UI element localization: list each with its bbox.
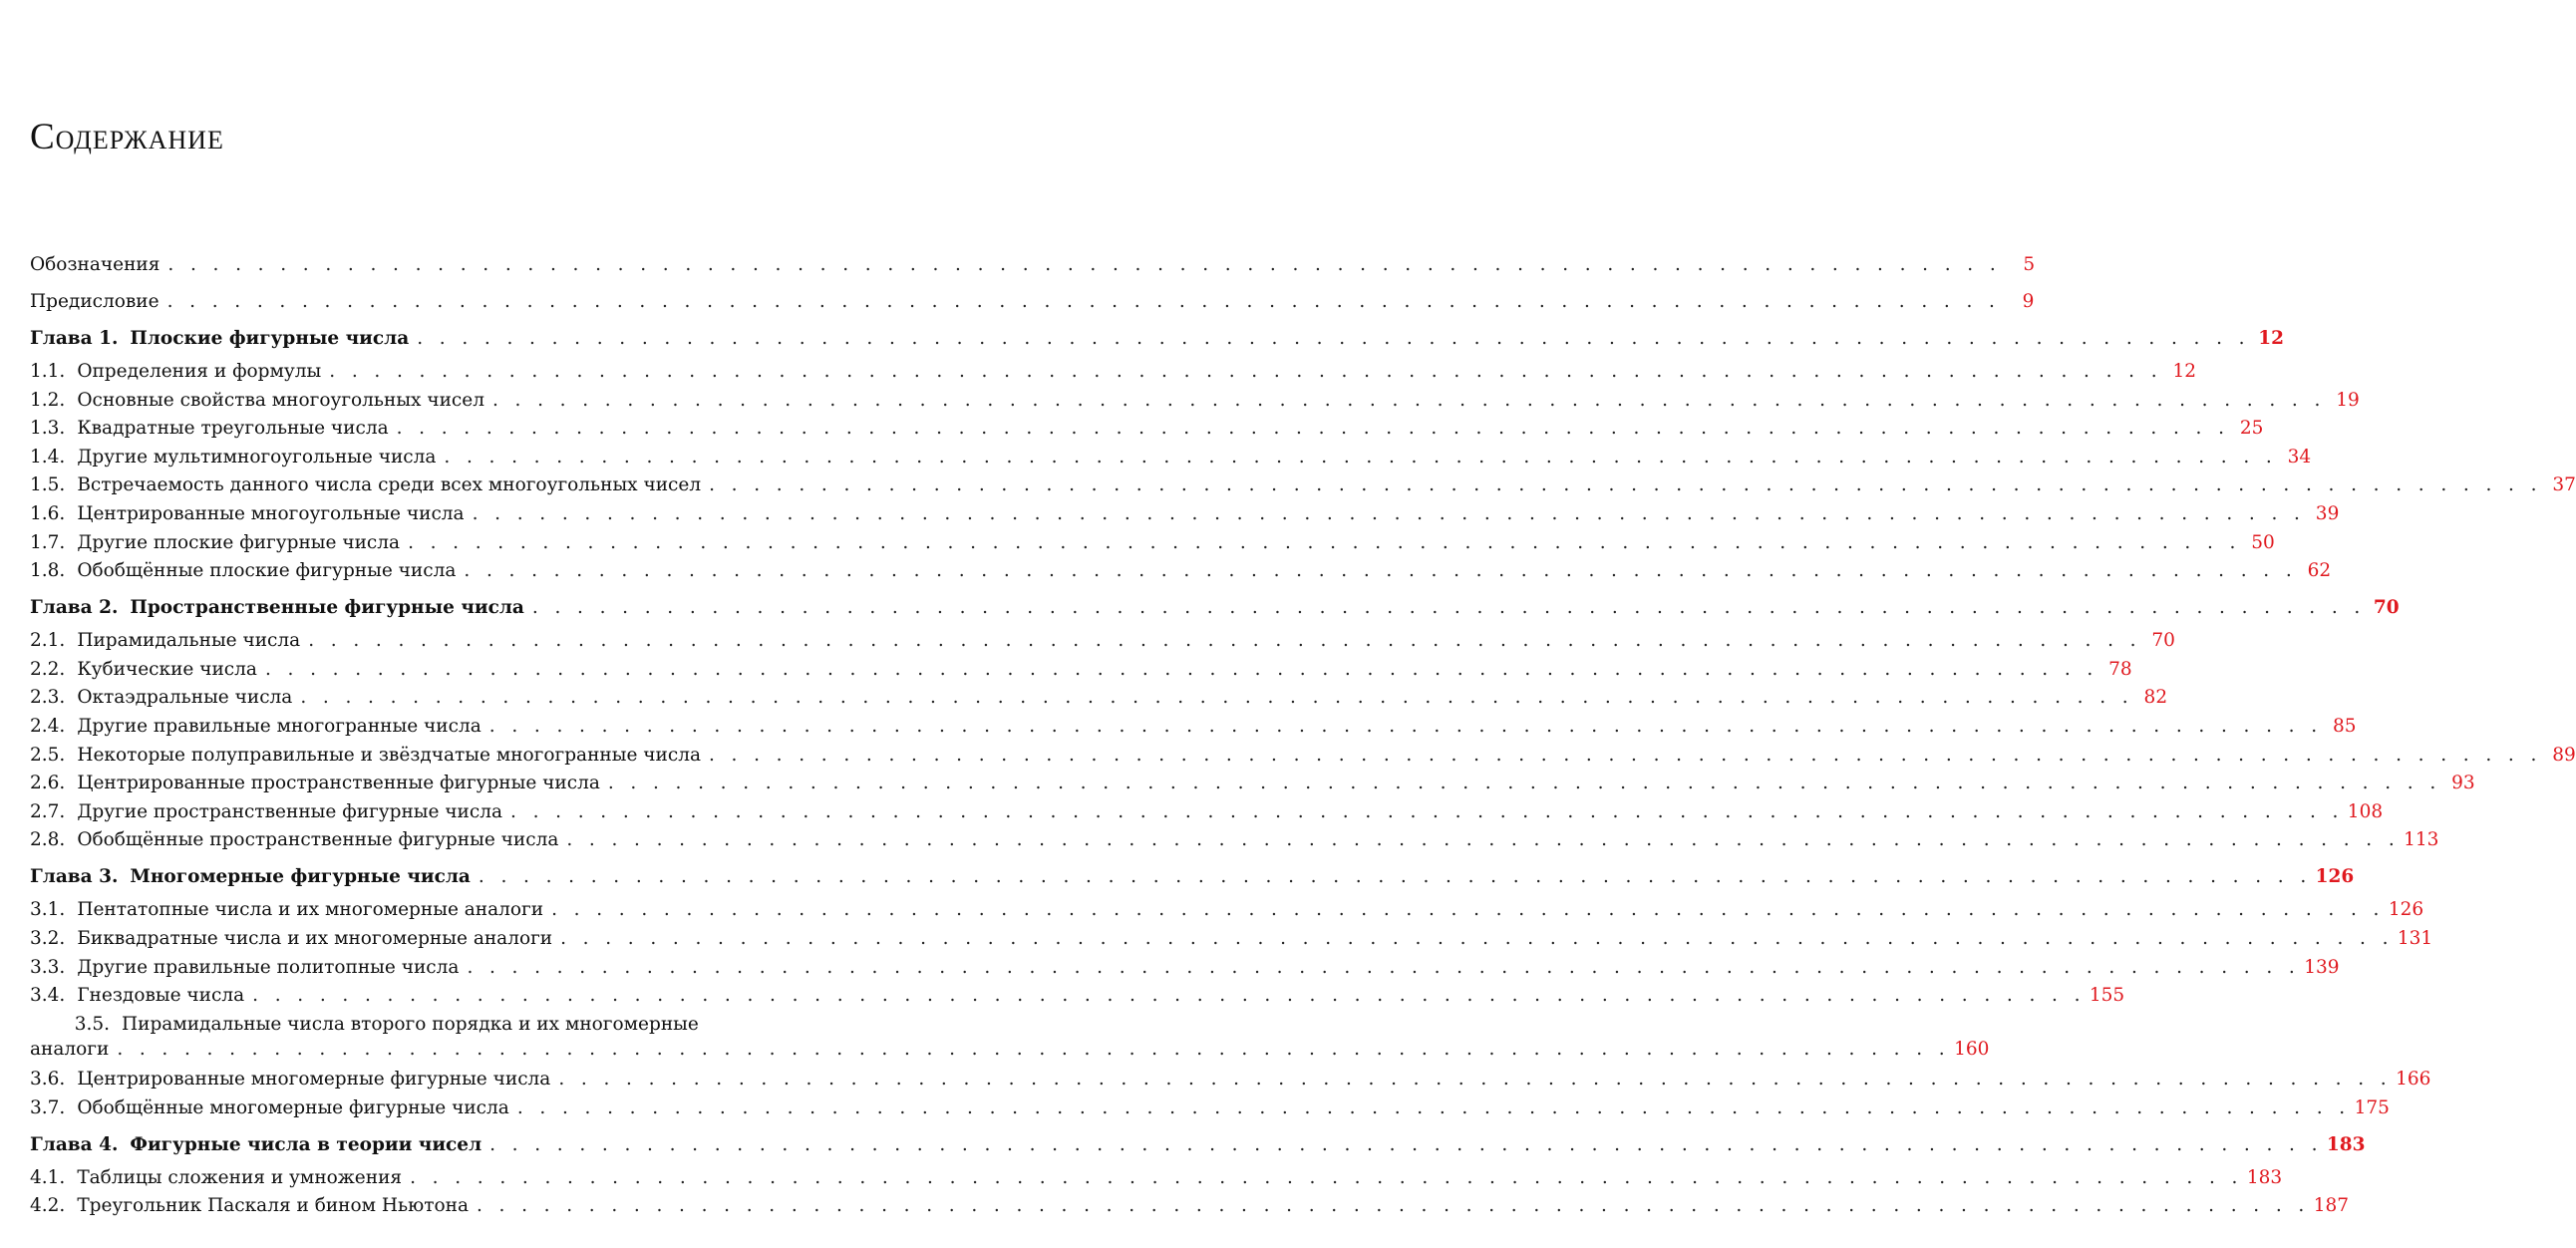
section-number: 4.1. (30, 1166, 66, 1188)
toc-page-number: 70 (2151, 630, 2175, 652)
toc-page-number: 39 (2315, 502, 2340, 524)
chapter-number: Глава 2. (30, 597, 119, 619)
chapter-number: Глава 1. (30, 328, 119, 349)
section-number: 3.6. (30, 1069, 66, 1091)
toc-section[interactable] (30, 501, 2340, 530)
toc-section[interactable] (30, 445, 2312, 473)
table-of-contents (30, 252, 2576, 1222)
toc-page-number: 126 (2315, 866, 2355, 888)
toc-chapter-1[interactable] (30, 326, 2284, 359)
toc-section[interactable] (30, 714, 2357, 743)
dot-leader: . . . . . . . . . . . . . . . . . . . . . . . . . . . . . . . . . . . . . . . . . . . . . . . . . . . . . . . . . . . . . . . . . . . . . . . . . . . . . . . . . . (709, 744, 2542, 766)
toc-page-number: 175 (2354, 1096, 2390, 1118)
toc-page-number: 183 (2246, 1166, 2283, 1188)
toc-page-number: 70 (2373, 597, 2400, 619)
toc-page-number: 131 (2397, 927, 2433, 949)
section-title: Центрированные пространственные фигурные числа (77, 773, 600, 794)
section-title: Другие правильные политопные числа (77, 956, 460, 978)
chapter-number: Глава 3. (30, 866, 119, 888)
section-number: 3.5. (74, 1013, 110, 1035)
toc-entry-label: Обозначения (30, 254, 161, 275)
dot-leader: . . . . . . . . . . . . . . . . . . . . . . . . . . . . . . . . . . . . . . . . . . . . . . . . . . . . . . . . . . . . . . . . . . . . . . . . . . . . . . . . . . (709, 474, 2542, 496)
dot-leader: . . . . . . . . . . . . . . . . . . . . . . . . . . . . . . . . . . . . . . . . . . . . . . . . . . . . . . . . . . . . . . . . . . . . . . . . . . . . . . . . . . (516, 1096, 2351, 1118)
dot-leader: . . . . . . . . . . . . . . . . . . . . . . . . . . . . . . . . . . . . . . . . . . . . . . . . . . . . . . . . . . . . . . . . . . . . . . . . . . . . . . . . . . (252, 985, 2086, 1007)
toc-section[interactable] (30, 628, 2175, 657)
section-number: 2.4. (30, 715, 66, 737)
toc-page-number: 155 (2089, 985, 2125, 1007)
toc-section[interactable] (30, 416, 2264, 445)
section-title: Основные свойства многоугольных чисел (77, 389, 484, 411)
dot-leader: . . . . . . . . . . . . . . . . . . . . . . . . . . . . . . . . . . . . . . . . . . . . . . . . . . . . . . . . . . . . . . . . . . . . . . . . . . . . . . . . . . (300, 687, 2134, 709)
section-number: 2.3. (30, 687, 66, 709)
toc-page-number: 12 (2172, 361, 2197, 382)
toc-section[interactable] (30, 558, 2332, 595)
section-number: 2.1. (30, 630, 66, 652)
toc-chapter-2[interactable] (30, 595, 2400, 628)
section-title: Другие пространственные фигурные числа (77, 800, 503, 822)
dot-leader: . . . . . . . . . . . . . . . . . . . . . . . . . . . . . . . . . . . . . . . . . . . . . . . . . . . . . . . . . . . . . . . . . . . . . . . . . . . . . . . . . . (410, 1166, 2243, 1188)
toc-page-number: 126 (2388, 899, 2424, 921)
section-number: 3.2. (30, 927, 66, 949)
section-title-continued: аналоги (30, 1039, 110, 1061)
toc-entry-preface[interactable] (30, 289, 2035, 326)
dot-leader: . . . . . . . . . . . . . . . . . . . . . . . . . . . . . . . . . . . . . . . . . . . . . . . . . . . . . . . . . . . . . . . . . . . . . . . . . . . . . . . . . . (308, 630, 2141, 652)
dot-leader: . . . . . . . . . . . . . . . . . . . . . . . . . . . . . . . . . . . . . . . . . . . . . . . . . . . . . . . . . . . . . . . . . . . . . . . . . . . . . . . . . . (264, 658, 2098, 680)
section-title: Пентатопные числа и их многомерные аналоги (77, 899, 544, 921)
chapter-title: Многомерные фигурные числа (130, 866, 471, 888)
dot-leader: . . . . . . . . . . . . . . . . . . . . . . . . . . . . . . . . . . . . . . . . . . . . . . . . . . . . . . . . . . . . . . . . . . . . . . . . . . . . . . . . . . (478, 866, 2312, 888)
toc-page-number: 12 (2258, 328, 2284, 349)
section-title: Пирамидальные числа второго порядка и их многомерные (122, 1013, 699, 1035)
chapter-title: Пространственные фигурные числа (130, 597, 524, 619)
section-title: Другие правильные многогранные числа (77, 715, 482, 737)
section-number: 1.6. (30, 502, 66, 524)
toc-section[interactable] (30, 771, 2475, 799)
section-number: 1.5. (30, 474, 66, 496)
toc-section[interactable] (30, 1012, 1990, 1068)
section-title: Определения и формулы (77, 361, 322, 382)
section-title: Встречаемость данного числа среди всех многоугольных чисел (77, 474, 702, 496)
section-title: Центрированные многоугольные числа (77, 502, 465, 524)
section-title: Октаэдральные числа (77, 687, 293, 709)
toc-page-number: 93 (2451, 773, 2475, 794)
toc-page-number: 25 (2239, 418, 2264, 440)
dot-leader: . . . . . . . . . . . . . . . . . . . . . . . . . . . . . . . . . . . . . . . . . . . . . . . . . . . . . . . . . . . . . . . . . . . . . . . . . . . . . . . . . . (492, 389, 2326, 411)
section-title: Биквадратные числа и их многомерные аналоги (77, 927, 553, 949)
section-number: 1.8. (30, 560, 66, 582)
section-number: 4.2. (30, 1195, 66, 1217)
chapter-number: Глава 4. (30, 1133, 119, 1155)
dot-leader: . . . . . . . . . . . . . . . . . . . . . . . . . . . . . . . . . . . . . . . . . . . . . . . . . . . . . . . . . . . . . . . . . . . . . . . . . . . . . . . . . . (510, 800, 2344, 822)
toc-chapter-3[interactable] (30, 864, 2355, 897)
toc-page-number: 37 (2552, 474, 2576, 496)
dot-leader: . . . . . . . . . . . . . . . . . . . . . . . . . . . . . . . . . . . . . . . . . . . . . . . . . . . . . . . . . . . . . . . . . . . . . . . . . . . . . . . . . . (166, 291, 2001, 312)
toc-page-number: 166 (2396, 1069, 2431, 1091)
dot-leader: . . . . . . . . . . . . . . . . . . . . . . . . . . . . . . . . . . . . . . . . . . . . . . . . . . . . . . . . . . . . . . . . . . . . . . . . . . . . . . . . . . (551, 899, 2385, 921)
toc-page-number: 183 (2326, 1133, 2366, 1155)
dot-leader: . . . . . . . . . . . . . . . . . . . . . . . . . . . . . . . . . . . . . . . . . . . . . . . . . . . . . . . . . . . . . . . . . . . . . . . . . . . . . . . . . . (467, 956, 2301, 978)
toc-page-number: 50 (2251, 531, 2275, 553)
section-title: Другие мультимногоугольные числа (77, 446, 437, 468)
toc-section[interactable] (30, 926, 2433, 955)
dot-leader: . . . . . . . . . . . . . . . . . . . . . . . . . . . . . . . . . . . . . . . . . . . . . . . . . . . . . . . . . . . . . . . . . . . . . . . . . . . . . . . . . . (488, 715, 2323, 737)
section-title: Некоторые полуправильные и звёздчатые многогранные числа (77, 744, 701, 766)
section-number: 1.4. (30, 446, 66, 468)
toc-page-number: 5 (2023, 254, 2036, 275)
toc-section[interactable] (30, 530, 2275, 559)
chapter-title: Плоские фигурные числа (130, 328, 410, 349)
section-number: 2.8. (30, 829, 66, 851)
section-title: Пирамидальные числа (77, 630, 301, 652)
toc-section[interactable] (30, 388, 2360, 417)
page-title: Содержание (30, 117, 224, 157)
section-number: 1.3. (30, 418, 66, 440)
toc-section[interactable] (30, 359, 2197, 388)
toc-page-number: 62 (2307, 560, 2332, 582)
section-number: 3.7. (30, 1096, 66, 1118)
section-number: 2.6. (30, 773, 66, 794)
dot-leader: . . . . . . . . . . . . . . . . . . . . . . . . . . . . . . . . . . . . . . . . . . . . . . . . . . . . . . . . . . . . . . . . . . . . . . . . . . . . . . . . . . (472, 502, 2306, 524)
toc-section[interactable] (30, 983, 2125, 1012)
section-number: 1.2. (30, 389, 66, 411)
toc-section[interactable] (30, 472, 2576, 501)
dot-leader: . . . . . . . . . . . . . . . . . . . . . . . . . . . . . . . . . . . . . . . . . . . . . . . . . . . . . . . . . . . . . . . . . . . . . . . . . . . . . . . . . . (566, 829, 2401, 851)
dot-leader: . . . . . . . . . . . . . . . . . . . . . . . . . . . . . . . . . . . . . . . . . . . . . . . . . . . . . . . . . . . . . . . . . . . . . . . . . . . . . . . . . . (476, 1195, 2310, 1217)
toc-page-number: 113 (2404, 829, 2439, 851)
toc-section[interactable] (30, 1095, 2390, 1132)
dot-leader: . . . . . . . . . . . . . . . . . . . . . . . . . . . . . . . . . . . . . . . . . . . . . . . . . . . . . . . . . . . . . . . . . . . . . . . . . . . . . . . . . . (444, 446, 2278, 468)
dot-leader: . . . . . . . . . . . . . . . . . . . . . . . . . . . . . . . . . . . . . . . . . . . . . . . . . . . . . . . . . . . . . . . . . . . . . . . . . . . . . . . . . . (396, 418, 2230, 440)
section-title: Другие плоские фигурные числа (77, 531, 401, 553)
toc-page-number: 78 (2108, 658, 2132, 680)
section-number: 3.3. (30, 956, 66, 978)
toc-page-number: 108 (2347, 800, 2384, 822)
section-number: 3.4. (30, 985, 66, 1007)
section-title: Обобщённые плоские фигурные числа (77, 560, 457, 582)
section-number: 1.7. (30, 531, 66, 553)
section-title: Таблицы сложения и умножения (77, 1166, 403, 1188)
section-number: 2.7. (30, 800, 66, 822)
section-title: Обобщённые пространственные фигурные числа (77, 829, 559, 851)
toc-section[interactable] (30, 1193, 2350, 1222)
section-title: Центрированные многомерные фигурные числа (77, 1069, 551, 1091)
toc-section[interactable] (30, 657, 2132, 686)
toc-page-number: 89 (2552, 744, 2576, 766)
toc-section[interactable] (30, 1165, 2283, 1194)
dot-leader: . . . . . . . . . . . . . . . . . . . . . . . . . . . . . . . . . . . . . . . . . . . . . . . . . . . . . . . . . . . . . . . . . . . . . . . . . . . . . . . . . . (117, 1039, 1951, 1061)
dot-leader: . . . . . . . . . . . . . . . . . . . . . . . . . . . . . . . . . . . . . . . . . . . . . . . . . . . . . . . . . . . . . . . . . . . . . . . . . . . . . . . . . . (531, 597, 2366, 619)
dot-leader: . . . . . . . . . . . . . . . . . . . . . . . . . . . . . . . . . . . . . . . . . . . . . . . . . . . . . . . . . . . . . . . . . . . . . . . . . . . . . . . . . . (417, 328, 2250, 349)
section-title: Квадратные треугольные числа (77, 418, 389, 440)
toc-section[interactable] (30, 743, 2576, 772)
dot-leader: . . . . . . . . . . . . . . . . . . . . . . . . . . . . . . . . . . . . . . . . . . . . . . . . . . . . . . . . . . . . . . . . . . . . . . . . . . . . . . . . . . (560, 927, 2394, 949)
section-number: 2.2. (30, 658, 66, 680)
toc-page-number: 19 (2336, 389, 2360, 411)
toc-section[interactable] (30, 827, 2439, 864)
section-title: Кубические числа (77, 658, 257, 680)
dot-leader: . . . . . . . . . . . . . . . . . . . . . . . . . . . . . . . . . . . . . . . . . . . . . . . . . . . . . . . . . . . . . . . . . . . . . . . . . . . . . . . . . . (558, 1069, 2393, 1091)
dot-leader: . . . . . . . . . . . . . . . . . . . . . . . . . . . . . . . . . . . . . . . . . . . . . . . . . . . . . . . . . . . . . . . . . . . . . . . . . . . . . . . . . . (464, 560, 2298, 582)
section-number: 3.1. (30, 899, 66, 921)
toc-entry-label: Предисловие (30, 291, 160, 312)
dot-leader: . . . . . . . . . . . . . . . . . . . . . . . . . . . . . . . . . . . . . . . . . . . . . . . . . . . . . . . . . . . . . . . . . . . . . . . . . . . . . . . . . . (408, 531, 2241, 553)
toc-page-number: 82 (2143, 687, 2168, 709)
section-title: Обобщённые многомерные фигурные числа (77, 1096, 509, 1118)
toc-section[interactable] (30, 1067, 2431, 1095)
toc-page-number: 139 (2304, 956, 2340, 978)
toc-page-number: 9 (2022, 291, 2035, 312)
dot-leader: . . . . . . . . . . . . . . . . . . . . . . . . . . . . . . . . . . . . . . . . . . . . . . . . . . . . . . . . . . . . . . . . . . . . . . . . . . . . . . . . . . (489, 1133, 2323, 1155)
toc-section[interactable] (30, 955, 2340, 984)
toc-chapter-4[interactable] (30, 1132, 2366, 1165)
toc-page-number: 85 (2332, 715, 2357, 737)
toc-section[interactable] (30, 685, 2168, 714)
toc-section[interactable] (30, 799, 2384, 828)
dot-leader: . . . . . . . . . . . . . . . . . . . . . . . . . . . . . . . . . . . . . . . . . . . . . . . . . . . . . . . . . . . . . . . . . . . . . . . . . . . . . . . . . . (607, 773, 2441, 794)
section-number: 2.5. (30, 744, 66, 766)
section-number: 1.1. (30, 361, 66, 382)
toc-page-number: 160 (1954, 1039, 1990, 1061)
toc-page-number: 34 (2287, 446, 2312, 468)
chapter-title: Фигурные числа в теории чисел (130, 1133, 483, 1155)
section-title: Гнездовые числа (77, 985, 245, 1007)
toc-page-number: 187 (2313, 1195, 2350, 1217)
dot-leader: . . . . . . . . . . . . . . . . . . . . . . . . . . . . . . . . . . . . . . . . . . . . . . . . . . . . . . . . . . . . . . . . . . . . . . . . . . . . . . . . . . (329, 361, 2163, 382)
section-title: Треугольник Паскаля и бином Ньютона (77, 1195, 469, 1217)
toc-entry-notation[interactable] (30, 252, 2036, 289)
toc-section[interactable] (30, 897, 2424, 926)
dot-leader: . . . . . . . . . . . . . . . . . . . . . . . . . . . . . . . . . . . . . . . . . . . . . . . . . . . . . . . . . . . . . . . . . . . . . . . . . . . . . . . . . . (167, 254, 2002, 275)
